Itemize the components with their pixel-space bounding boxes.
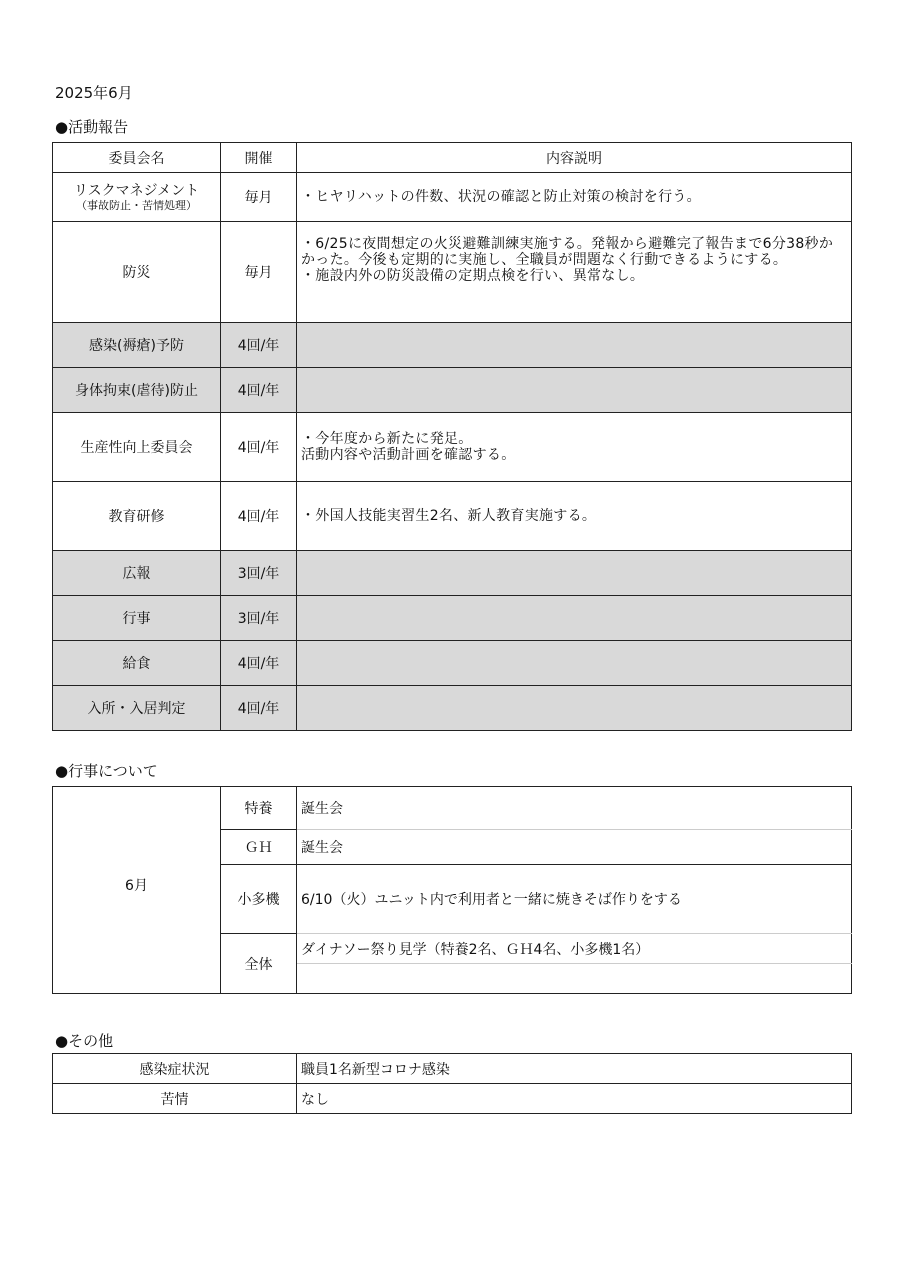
other-label: 苦情 xyxy=(53,1084,297,1114)
table-row xyxy=(53,1054,852,1084)
table-row xyxy=(53,323,852,368)
table-row xyxy=(53,551,852,596)
committee-name: 生産性向上委員会 xyxy=(53,413,221,482)
table-row xyxy=(53,413,852,482)
frequency: 4回/年 xyxy=(221,686,297,731)
facility-name: 特養 xyxy=(221,787,297,830)
table-row xyxy=(53,482,852,551)
committee-name-main: リスクマネジメント xyxy=(73,182,200,199)
description xyxy=(297,323,852,368)
event-detail: ダイナソー祭り見学（特養2名、ＧＨ4名、小多機1名） xyxy=(297,934,852,964)
committee-name: 給食 xyxy=(53,641,221,686)
event-detail: 誕生会 xyxy=(297,830,852,865)
other-table xyxy=(52,1053,852,1114)
frequency: 4回/年 xyxy=(221,323,297,368)
table-header-row xyxy=(53,143,852,173)
facility-name: 全体 xyxy=(221,934,297,994)
other-value: なし xyxy=(297,1084,852,1114)
frequency: 4回/年 xyxy=(221,368,297,413)
committee-name: 感染(褥瘡)予防 xyxy=(53,323,221,368)
description: ・6/25に夜間想定の火災避難訓練実施する。発報から避難完了報告まで6分38秒かかった。今後も定期的に実施し、全職員が問題なく行動できるようにする。 ・施設内外の防災設備の定期点検を行い、異常なし。 xyxy=(297,222,852,323)
description xyxy=(297,368,852,413)
table-row xyxy=(53,368,852,413)
frequency: 4回/年 xyxy=(221,413,297,482)
table-row xyxy=(53,173,852,222)
column-header: 開催 xyxy=(221,143,297,173)
event-detail: 6/10（火）ユニット内で利用者と一緒に焼きそば作りをする xyxy=(297,865,852,934)
other-section-title: ●その他 xyxy=(55,1032,114,1050)
event-month: 6月 xyxy=(53,787,221,994)
description: ・外国人技能実習生2名、新人教育実施する。 xyxy=(297,482,852,551)
committee-name: 防災 xyxy=(53,222,221,323)
frequency: 3回/年 xyxy=(221,551,297,596)
frequency: 4回/年 xyxy=(221,641,297,686)
other-value: 職員1名新型コロナ感染 xyxy=(297,1054,852,1084)
committee-name: 入所・入居判定 xyxy=(53,686,221,731)
committee-name: 広報 xyxy=(53,551,221,596)
table-row xyxy=(53,1084,852,1114)
frequency: 毎月 xyxy=(221,173,297,222)
committee-name: 行事 xyxy=(53,596,221,641)
page-date: 2025年6月 xyxy=(55,84,133,102)
column-header: 内容説明 xyxy=(297,143,852,173)
facility-name: ＧＨ xyxy=(221,830,297,865)
frequency: 3回/年 xyxy=(221,596,297,641)
events-section-title: ●行事について xyxy=(55,762,158,780)
committee-name xyxy=(53,173,221,222)
description xyxy=(297,551,852,596)
description xyxy=(297,686,852,731)
other-label: 感染症状況 xyxy=(53,1054,297,1084)
description xyxy=(297,596,852,641)
description xyxy=(297,641,852,686)
column-header: 委員会名 xyxy=(53,143,221,173)
committee-name: 身体拘束(虐待)防止 xyxy=(53,368,221,413)
activity-table xyxy=(52,142,852,731)
description: ・今年度から新たに発足。 活動内容や活動計画を確認する。 xyxy=(297,413,852,482)
frequency: 4回/年 xyxy=(221,482,297,551)
frequency: 毎月 xyxy=(221,222,297,323)
events-table xyxy=(52,786,852,994)
committee-name: 教育研修 xyxy=(53,482,221,551)
table-row xyxy=(53,596,852,641)
activity-section-title: ●活動報告 xyxy=(55,118,129,136)
event-detail-empty xyxy=(297,964,852,994)
description: ・ヒヤリハットの件数、状況の確認と防止対策の検討を行う。 xyxy=(297,173,852,222)
table-row xyxy=(53,641,852,686)
committee-name-sub: （事故防止・苦情処理） xyxy=(76,198,197,212)
table-row xyxy=(53,686,852,731)
facility-name: 小多機 xyxy=(221,865,297,934)
event-detail: 誕生会 xyxy=(297,787,852,830)
table-row xyxy=(53,222,852,323)
table-row xyxy=(53,787,852,830)
